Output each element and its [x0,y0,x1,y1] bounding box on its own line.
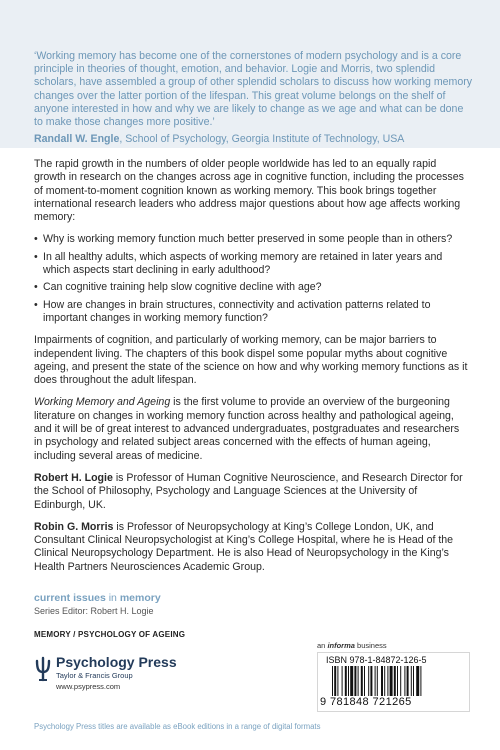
list-item: • In all healthy adults, which aspects of working memory are retained in later years and which aspects start declining in early adulthood? [34,251,470,278]
series-editor: Series Editor: Robert H. Logie [34,606,154,616]
list-item: • Can cognitive training help slow cognitive decline with age? [34,281,470,294]
publisher-url: www.psypress.com [56,682,121,691]
quote-affiliation: , School of Psychology, Georgia Institute of Technology, USA [119,133,405,146]
psi-logo-icon [34,656,52,682]
author2-bio [34,521,470,574]
author1-text: is Professor of Human Cognitive Neuroscience, and Research Director for the School of Philosophy, Psychology and Language Sciences at the University of Edinburgh, UK. [34,471,463,511]
barcode-panel [317,652,470,712]
intro-paragraph: The rapid growth in the numbers of older people worldwide has led to an equally rapid growth in research on the changes across age in cognitive function, including the processes of moment-to-moment cognition known as working memory. This book brings together international research leaders who address major questions about how age affects working memory: [34,158,464,224]
subject-category: MEMORY / PSYCHOLOGY OF AGEING [34,630,186,639]
imprint-suffix: business [354,641,387,650]
publisher-group: Taylor & Francis Group [56,671,133,680]
author2-name: Robin G. Morris [34,520,114,533]
question-list [34,233,470,325]
imprint-prefix: an [317,641,328,650]
list-item: • How are changes in brain structures, connectivity and activation patterns related to important changes in working memory function? [34,299,470,326]
quote-attribution [34,133,474,146]
author1-bio [34,472,470,512]
impairments-paragraph: Impairments of cognition, and particularly of working memory, can be major barriers to independent living. The chapters of this book dispel some popular myths about cognitive ageing, and present the state of the science on how and why working memory functions as it does throughout the adult lifespan. [34,334,468,387]
informa-imprint [317,641,387,650]
book-overview: is the first volume to provide an overview of the burgeoning literature on changes in working memory function across healthy and pathological ageing, and it will be of great interest to advanced undergraduates, postgraduates and researchers in psychology and related subject areas concerned with the effects of human ageing, including several areas of medicine. [34,396,460,462]
quote-text: ‘Working memory has become one of the cornerstones of modern psychology and is a core principle in theories of thought, emotion, and behavior. Logie and Morris, two splendid scholars, have assembled a group of other splendid scholars to discuss how working memory changes over the latter portion of the lifespan. This great volume belongs on the shelf of anyone interested in how and why we are likely to change as we age and what can be done to make those changes more positive.’ [34,50,473,129]
ebook-note: Psychology Press titles are available as eBook editions in a range of digital formats [34,722,321,731]
barcode-icon [332,666,456,696]
quote-author: Randall W. Engle [34,133,120,146]
overview-paragraph [34,396,470,462]
endorsement-quote [34,50,474,146]
book-description [34,158,470,583]
isbn-label: ISBN 978-1-84872-126-5 [326,655,427,665]
imprint-brand: informa [327,641,355,650]
series-name-part: in [105,592,120,604]
author1-name: Robert H. Logie [34,471,113,484]
book-title: Working Memory and Ageing [34,396,171,409]
publisher-name: Psychology Press [56,654,177,670]
author2-text: is Professor of Neuropsychology at King’s College London, UK, and Consultant Clinical Neuropsychologist at King’s College Hospital, where he is Head of the Clinical Neuropsychology Department. He is also Head of Neuropsychology in the King’s Health Partners Neurosciences Academic Group. [34,520,454,573]
series-info [34,592,234,617]
series-name-part: memory [119,592,161,604]
barcode-digits: 9 781848 721265 [320,696,412,708]
series-name-part: current issues [34,592,106,604]
series-name [34,592,234,605]
publisher-logo [34,654,194,694]
list-item: • Why is working memory function much better preserved in some people than in others? [34,233,470,246]
